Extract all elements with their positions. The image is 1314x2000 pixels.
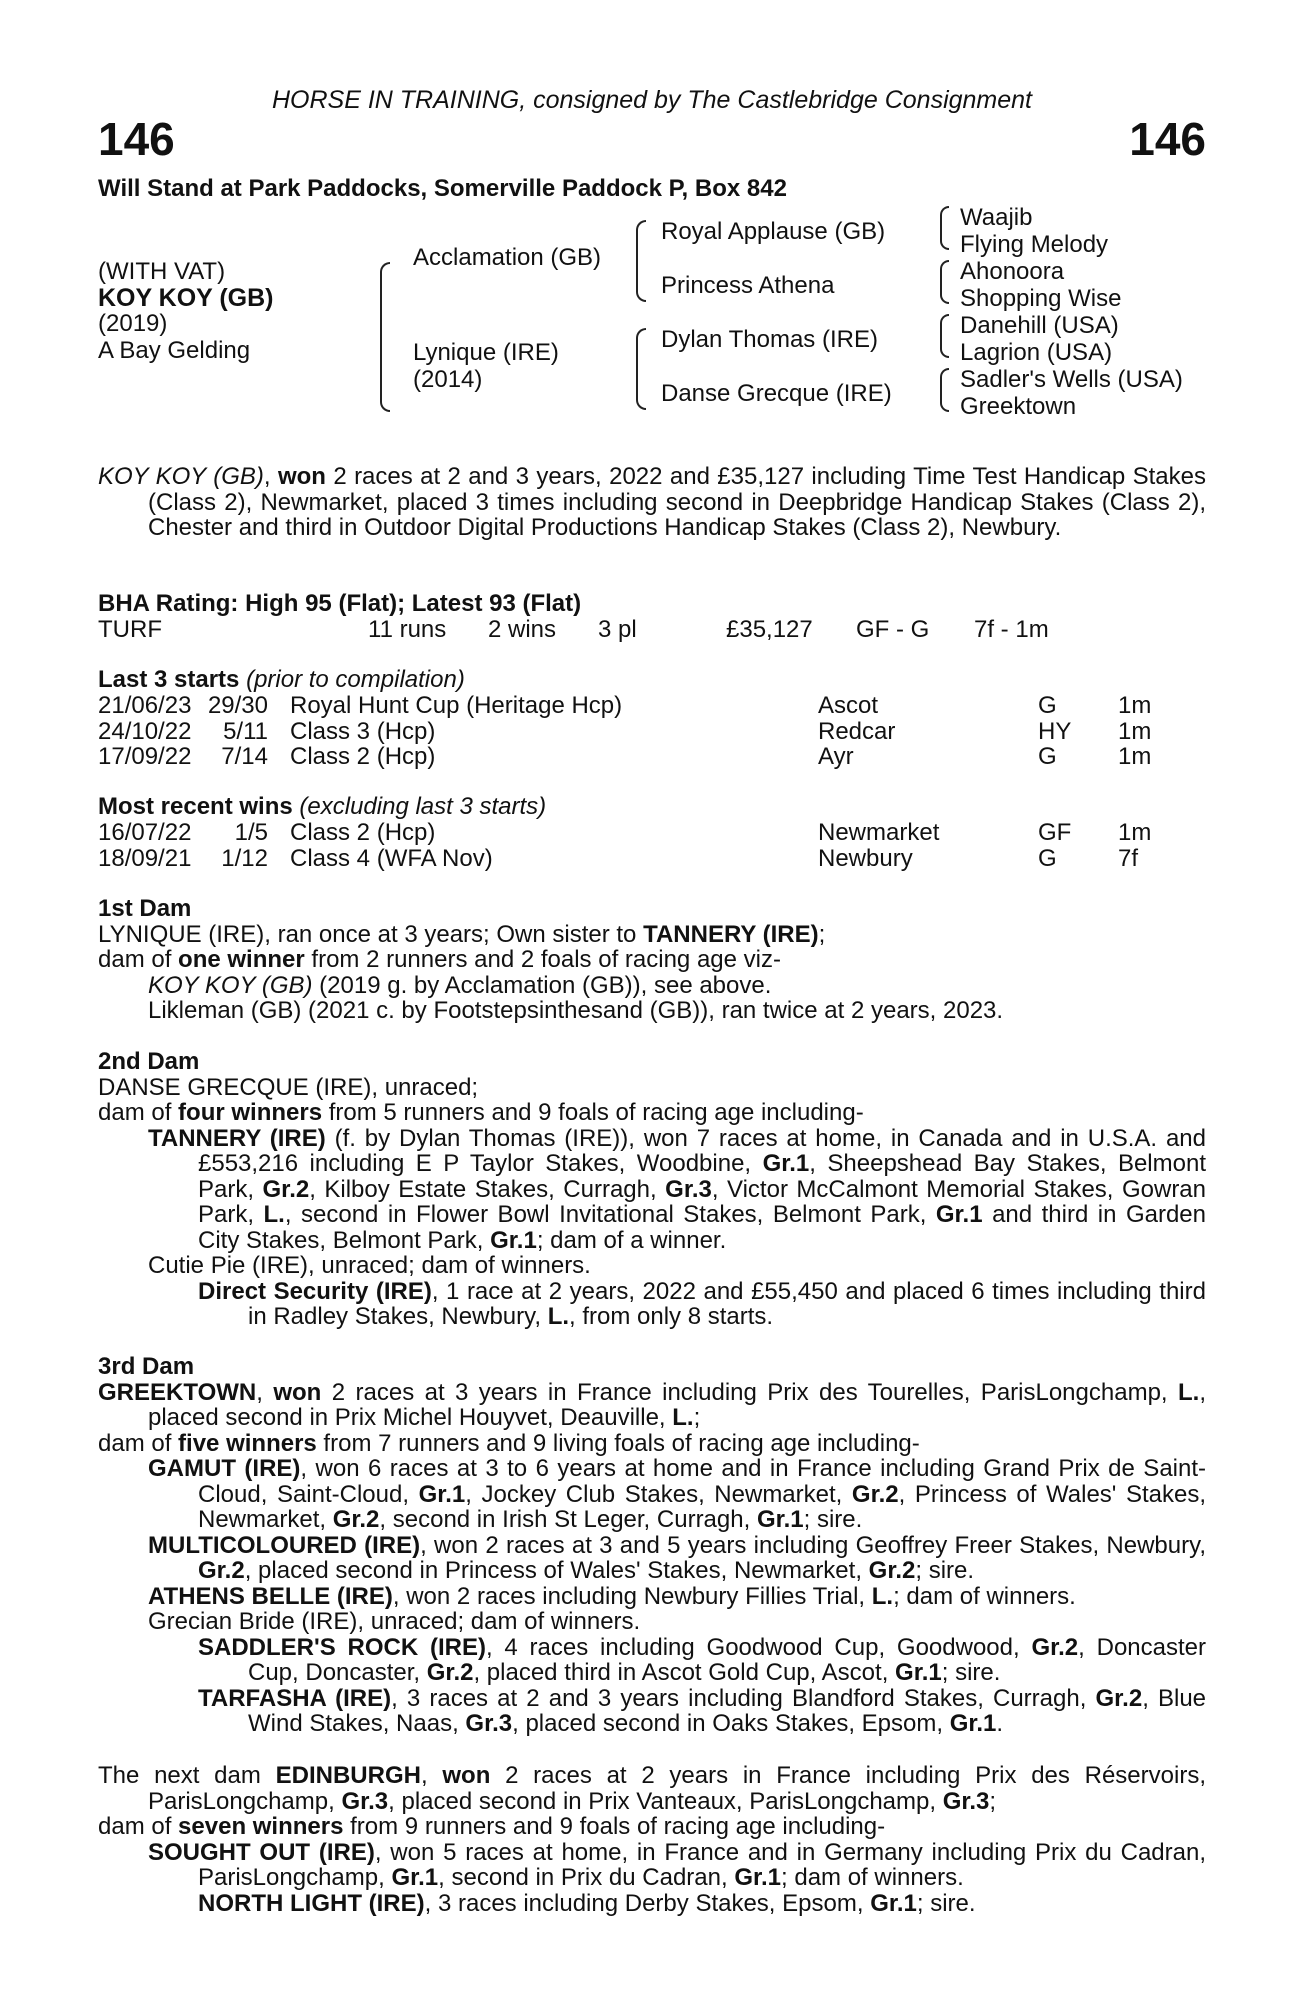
table-cell-going: G: [1038, 743, 1057, 770]
table-cell-course: Newbury: [818, 844, 913, 872]
multicoloured-grade: Gr.2: [868, 1557, 916, 1584]
table-cell-dist: 1m: [1118, 743, 1152, 770]
table-cell-going: G: [1038, 844, 1057, 872]
table-cell-dist: 1m: [1118, 717, 1152, 745]
pedigree-sire: Acclamation (GB): [413, 244, 602, 271]
first-dam-produce-a: dam of: [98, 946, 179, 973]
saddlers-rock-grade: Gr.2: [426, 1659, 474, 1686]
pedigree-ssd: Flying Melody: [960, 231, 1109, 258]
next-dam-text-c: 2 races at 2 years in France including Prix des Réservoirs, ParisLongchamp,: [148, 1762, 1206, 1815]
second-dam-heading: 2nd Dam: [98, 1048, 200, 1075]
saddlers-rock-name: SADDLER'S ROCK (IRE): [198, 1633, 486, 1661]
summary-won: won: [277, 463, 326, 490]
athens-belle-grade: L.: [871, 1582, 894, 1610]
saddlers-rock-text-d: ; sire.: [941, 1659, 1001, 1686]
next-dam-line: [98, 1763, 1206, 1814]
produce-sought-out: [98, 1840, 1206, 1891]
edinburgh-won: won: [442, 1762, 491, 1789]
second-dam-line: DANSE GRECQUE (IRE), unraced;: [98, 1073, 479, 1101]
tarfasha-grade: Gr.2: [1095, 1684, 1143, 1712]
summary-text: 2 races at 2 and 3 years, 2022 and £35,127 including Time Test Handicap Stakes (Class 2), Newmarket, placed 3 times including second in Deepbridge Handicap Stakes (Class 2), Chester and third in Outdoor Digital Productions Handicap Stakes (Class 2), Newbury.: [148, 463, 1207, 541]
greektown-grade: L.: [1178, 1378, 1200, 1406]
produce-direct-security: [98, 1279, 1206, 1330]
table-cell-course: Newmarket: [818, 819, 940, 846]
consignor-header: HORSE IN TRAINING, consigned by The Castlebridge Consignment: [271, 86, 1033, 114]
table-cell-course: Redcar: [818, 717, 896, 745]
first-dam-punct: ;: [818, 920, 826, 948]
catalogue-page: [98, 0, 1206, 2000]
saddlers-rock-text-c: , placed third in Ascot Gold Cup, Ascot,: [473, 1659, 896, 1686]
pedigree-dam-year: (2014): [413, 366, 483, 393]
table-cell-pos: 5/11: [223, 717, 268, 745]
rating-distance: 7f - 1m: [974, 616, 1049, 643]
athens-belle-name: ATHENS BELLE (IRE): [148, 1582, 393, 1610]
summary-horse-name: KOY KOY (GB): [98, 463, 264, 490]
table-cell-pos: 1/12: [221, 844, 268, 872]
lot-number-left: 146: [98, 113, 175, 165]
pedigree-dds: Sadler's Wells (USA): [960, 366, 1183, 393]
multicoloured-grade: Gr.2: [198, 1557, 245, 1584]
pedigree-brace-dd: [940, 368, 949, 412]
tannery-grade: Gr.1: [762, 1150, 810, 1177]
lot-number-right: 146: [1129, 113, 1206, 165]
recent-wins-heading: [98, 794, 546, 820]
next-dam-sep: ,: [420, 1762, 443, 1789]
first-dam-produce-b: from 2 runners and 2 foals of racing age viz-: [304, 946, 781, 973]
multicoloured-text-b: , placed second in Princess of Wales' Stakes, Newmarket,: [244, 1557, 869, 1584]
table-cell-dist: 1m: [1118, 692, 1152, 719]
saddlers-rock-text-a: , 4 races including Goodwood Cup, Goodwood,: [485, 1633, 1032, 1661]
pedigree-brace-main: [380, 262, 390, 412]
produce-cutie-pie: Cutie Pie (IRE), unraced; dam of winners.: [148, 1252, 591, 1279]
north-light-grade: Gr.1: [870, 1889, 917, 1917]
table-cell-course: Ayr: [818, 743, 854, 770]
gamut-text-e: ; sire.: [803, 1506, 863, 1533]
produce-koykoy: KOY KOY (GB): [148, 971, 313, 999]
tannery-text-g: ; dam of a winner.: [536, 1226, 727, 1254]
pedigree-sds: Ahonoora: [960, 258, 1065, 285]
pedigree-dsd: Lagrion (USA): [960, 339, 1113, 366]
tannery-name: TANNERY (IRE): [148, 1124, 326, 1152]
table-cell-date: 24/10/22: [98, 717, 192, 745]
direct-security-name: Direct Security (IRE): [198, 1277, 432, 1305]
recent-wins-note: (excluding last 3 starts): [299, 793, 547, 820]
table-cell-dist: 1m: [1118, 819, 1152, 846]
table-cell-pos: 1/5: [234, 819, 268, 846]
gamut-grade: Gr.1: [756, 1506, 804, 1533]
first-dam-line: LYNIQUE (IRE), ran once at 3 years; Own sister to: [98, 920, 644, 948]
tannery-text-b: , Sheepshead Bay Stakes, Belmont Park,: [198, 1150, 1206, 1203]
last-starts-note: (prior to compilation): [246, 666, 465, 693]
edinburgh-name: EDINBURGH: [275, 1762, 421, 1789]
pedigree-dss: Danehill (USA): [960, 312, 1119, 339]
table-cell-course: Ascot: [818, 692, 879, 719]
tannery-text-d: , Victor McCalmont Memorial Stakes, Gowran Park,: [198, 1175, 1207, 1228]
north-light-name: NORTH LIGHT (IRE): [198, 1889, 425, 1917]
sought-out-text-b: , second in Prix du Cadran,: [438, 1864, 735, 1891]
table-cell-pos: 29/30: [207, 692, 268, 719]
tannery-grade: Gr.1: [935, 1201, 983, 1228]
sought-out-grade: Gr.1: [391, 1864, 439, 1891]
athens-belle-text-b: ; dam of winners.: [893, 1582, 1076, 1610]
table-cell-date: 17/09/22: [98, 743, 192, 770]
first-dam-sister: TANNERY (IRE): [643, 920, 819, 948]
greektown-grade: L.: [672, 1404, 694, 1431]
sought-out-text-a: , won 5 races at home, in France and in Germany including Prix du Cadran, ParisLongchamp,: [198, 1838, 1206, 1891]
table-cell-race: Class 2 (Hcp): [290, 819, 436, 846]
first-dam-section: [98, 896, 1206, 1024]
table-cell-race: Class 2 (Hcp): [290, 743, 436, 770]
next-dam-text-d: , placed second in Prix Vanteaux, ParisLongchamp,: [388, 1787, 943, 1815]
direct-security-grade: L.: [547, 1303, 570, 1330]
second-dam-winners: four winners: [178, 1099, 323, 1126]
next-dam-produce-b: from 9 runners and 9 foals of racing age including-: [343, 1813, 886, 1840]
greektown-text-b: 2 races at 3 years in France including Prix des Tourelles, ParisLongchamp,: [321, 1378, 1178, 1406]
pedigree-sire-dam: Princess Athena: [661, 272, 835, 299]
sought-out-grade: Gr.1: [734, 1864, 782, 1891]
pedigree-dam-dam: Danse Grecque (IRE): [661, 380, 892, 407]
edinburgh-grade: Gr.3: [341, 1787, 389, 1815]
edinburgh-grade: Gr.3: [942, 1787, 990, 1815]
sought-out-name: SOUGHT OUT (IRE): [148, 1838, 375, 1866]
third-dam-winners: five winners: [178, 1429, 317, 1457]
produce-likleman: Likleman (GB) (2021 c. by Footstepsinthesand (GB)), ran twice at 2 years, 2023.: [148, 997, 1004, 1024]
third-dam-section: [98, 1354, 1206, 1737]
tannery-grade: Gr.1: [490, 1226, 537, 1254]
table-cell-going: G: [1038, 692, 1057, 719]
table-cell-race: Royal Hunt Cup (Heritage Hcp): [290, 692, 623, 719]
sought-out-text-c: ; dam of winners.: [781, 1864, 964, 1891]
produce-grecian-bride: Grecian Bride (IRE), unraced; dam of winners.: [148, 1608, 641, 1635]
tannery-text-c: , Kilboy Estate Stakes, Curragh,: [309, 1175, 666, 1203]
greektown-won: won: [273, 1378, 322, 1406]
rating-surface: TURF: [98, 616, 162, 643]
gamut-text-c: , Princess of Wales' Stakes, Newmarket,: [198, 1480, 1206, 1533]
produce-north-light: [98, 1891, 1206, 1917]
rating-placed: 3 pl: [598, 616, 637, 643]
multicoloured-name: MULTICOLOURED (IRE): [148, 1531, 421, 1559]
table-cell-going: HY: [1038, 717, 1072, 745]
multicoloured-text-c: ; sire.: [915, 1557, 975, 1584]
second-dam-section: [98, 1049, 1206, 1330]
saddlers-rock-grade: Gr.2: [1031, 1633, 1079, 1661]
pedigree-ddd: Greektown: [960, 393, 1077, 420]
first-dam-heading: 1st Dam: [98, 895, 192, 922]
second-dam-produce-b: from 5 runners and 9 foals of racing age including-: [322, 1099, 864, 1126]
saddlers-rock-grade: Gr.1: [895, 1659, 942, 1686]
greektown-text-c: , placed second in Prix Michel Houyvet, Deauville,: [148, 1378, 1206, 1431]
produce-tarfasha: [98, 1686, 1206, 1737]
gamut-grade: Gr.1: [418, 1480, 466, 1508]
tannery-grade: Gr.2: [262, 1175, 310, 1203]
gamut-text-b: , Jockey Club Stakes, Newmarket,: [465, 1480, 852, 1508]
saddlers-rock-text-b: , Doncaster Cup, Doncaster,: [248, 1633, 1206, 1686]
horse-year: (2019): [98, 310, 168, 337]
next-dam-produce-a: dam of: [98, 1813, 179, 1840]
table-cell-race: Class 4 (WFA Nov): [290, 844, 493, 872]
table-cell-date: 16/07/22: [98, 819, 192, 846]
tarfasha-grade: Gr.1: [949, 1710, 997, 1737]
athens-belle-text-a: , won 2 races including Newbury Fillies Trial,: [392, 1582, 872, 1610]
table-cell-date: 18/09/21: [98, 844, 192, 872]
direct-security-text-a: , 1 race at 2 years, 2022 and £55,450 and placed 6 times including third in Radley Stakes, Newbury,: [248, 1277, 1206, 1330]
produce-tannery: [98, 1126, 1206, 1254]
tannery-text-f: and third in Garden City Stakes, Belmont Park,: [198, 1201, 1207, 1254]
tarfasha-text-a: , 3 races at 2 and 3 years including Blandford Stakes, Curragh,: [391, 1684, 1096, 1712]
tarfasha-text-d: .: [996, 1710, 1004, 1737]
pedigree-brace-ss: [940, 206, 949, 250]
produce-saddlers-rock: [98, 1635, 1206, 1686]
third-dam-line: [98, 1380, 1206, 1431]
greektown-sep: ,: [256, 1378, 274, 1406]
gamut-name: GAMUT (IRE): [148, 1455, 301, 1482]
next-dam-winners: seven winners: [178, 1813, 344, 1840]
third-dam-produce-b: from 7 runners and 9 living foals of racing age including-: [316, 1429, 920, 1457]
gamut-grade: Gr.2: [332, 1506, 380, 1533]
pedigree-brace-sire: [636, 220, 646, 302]
greektown-text-d: ;: [693, 1404, 701, 1431]
pedigree-sire-sire: Royal Applause (GB): [661, 218, 886, 245]
produce-gamut: [98, 1456, 1206, 1533]
next-dam-section: [98, 1763, 1206, 1916]
table-cell-race: Class 3 (Hcp): [290, 717, 436, 745]
tannery-text-e: , second in Flower Bowl Invitational Stakes, Belmont Park,: [284, 1201, 936, 1228]
gamut-grade: Gr.2: [851, 1480, 899, 1508]
race-summary: KOY KOY (GB), won 2 races at 2 and 3 years, 2022 and £35,127 including Time Test Handicap Stakes (Class 2), Newmarket, placed 3 times including second in Deepbridge Handicap Stakes (Class 2), Chester and third in Outdoor Digital Productions Handicap Stakes (Class 2), Newbury.: [98, 463, 1207, 541]
pedigree-sss: Waajib: [960, 204, 1033, 231]
north-light-text-b: ; sire.: [916, 1889, 976, 1917]
pedigree-dam: Lynique (IRE): [413, 339, 559, 366]
pedigree-brace-ds: [940, 314, 949, 358]
produce-koykoy-text: (2019 g. by Acclamation (GB)), see above.: [312, 971, 772, 999]
next-dam-text-a: The next dam: [98, 1762, 276, 1789]
produce-athens-belle: [98, 1584, 1206, 1610]
last-starts-heading: [98, 667, 465, 693]
table-cell-date: 21/06/23: [98, 692, 192, 719]
last-starts-title: Last 3 starts: [98, 666, 240, 693]
multicoloured-text-a: , won 2 races at 3 and 5 years including Geoffrey Freer Stakes, Newbury,: [420, 1531, 1206, 1559]
first-dam-winners: one winner: [178, 946, 305, 973]
tarfasha-grade: Gr.3: [465, 1710, 513, 1737]
rating-wins: 2 wins: [488, 616, 557, 643]
table-cell-dist: 7f: [1118, 844, 1139, 872]
vat-status: (WITH VAT): [98, 258, 226, 285]
table-cell-pos: 7/14: [221, 743, 268, 770]
rating-going: GF - G: [856, 616, 930, 643]
pedigree-brace-sd: [940, 260, 949, 304]
pedigree-brace-dam: [636, 328, 646, 410]
produce-multicoloured: [98, 1533, 1206, 1584]
third-dam-heading: 3rd Dam: [98, 1353, 195, 1380]
greektown-name: GREEKTOWN: [98, 1378, 257, 1406]
tannery-grade: L.: [263, 1201, 285, 1228]
gamut-text-d: , second in Irish St Leger, Curragh,: [379, 1506, 757, 1533]
north-light-text-a: , 3 races including Derby Stakes, Epsom,: [424, 1889, 871, 1917]
tarfasha-text-c: , placed second in Oaks Stakes, Epsom,: [512, 1710, 950, 1737]
pedigree-dam-sire: Dylan Thomas (IRE): [661, 326, 878, 353]
bha-rating: BHA Rating: High 95 (Flat); Latest 93 (Flat): [98, 590, 582, 617]
gamut-text-a: , won 6 races at 3 to 6 years at home and in France including Grand Prix de Saint-Cloud, Saint-Cloud,: [198, 1455, 1206, 1508]
tannery-text-a: (f. by Dylan Thomas (IRE)), won 7 races at home, in Canada and in U.S.A. and £553,216 including E P Taylor Stakes, Woodbine,: [198, 1124, 1206, 1177]
table-cell-going: GF: [1038, 819, 1072, 846]
third-dam-produce-a: dam of: [98, 1429, 179, 1457]
pedigree-sdd: Shopping Wise: [960, 285, 1122, 312]
second-dam-produce-a: dam of: [98, 1099, 179, 1126]
direct-security-text-b: , from only 8 starts.: [569, 1303, 774, 1330]
next-dam-text-e: ;: [989, 1787, 997, 1815]
tarfasha-text-b: , Blue Wind Stakes, Naas,: [248, 1684, 1207, 1737]
horse-description: A Bay Gelding: [98, 337, 251, 364]
horse-name: KOY KOY (GB): [98, 284, 274, 312]
tarfasha-name: TARFASHA (IRE): [198, 1684, 392, 1712]
recent-wins-title: Most recent wins: [98, 793, 293, 820]
tannery-grade: Gr.3: [665, 1175, 712, 1203]
rating-earnings: £35,127: [726, 616, 813, 643]
stabling-location: Will Stand at Park Paddocks, Somerville Paddock P, Box 842: [98, 175, 787, 202]
rating-runs: 11 runs: [368, 616, 447, 643]
